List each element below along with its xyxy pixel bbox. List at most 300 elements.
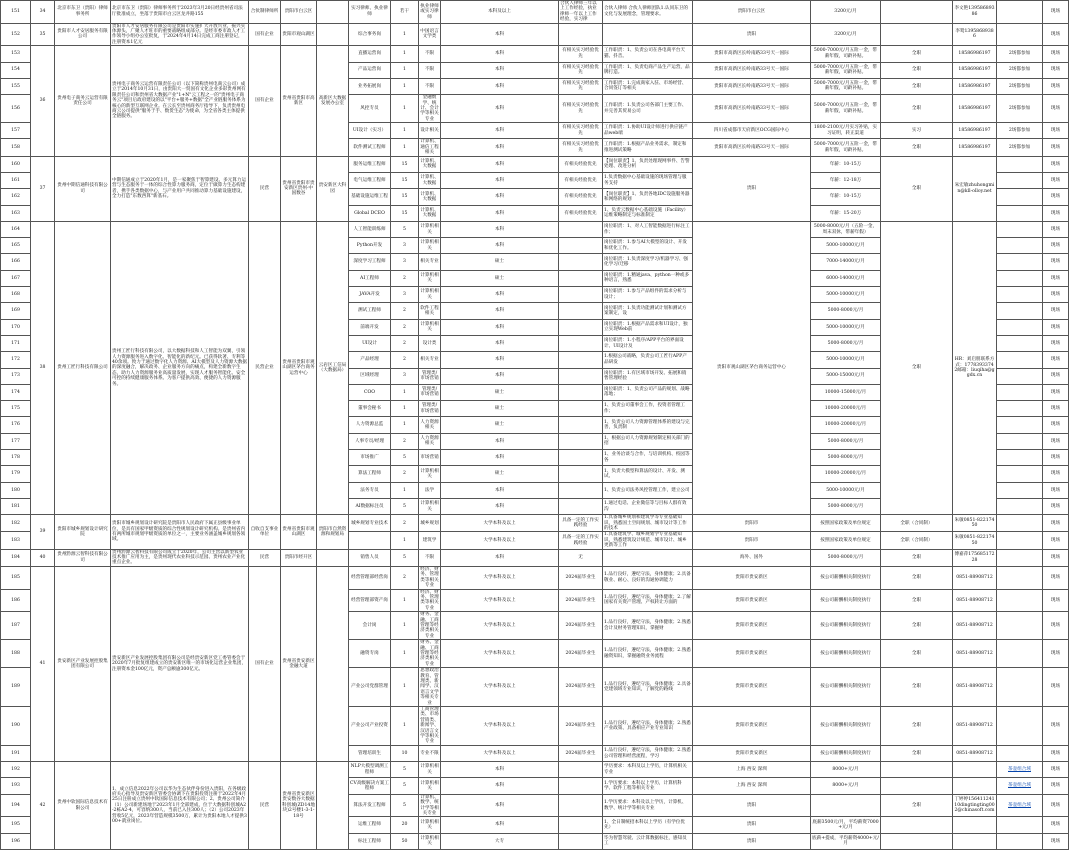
major-requirement: 计算机、大数据 [419, 156, 441, 172]
experience [559, 384, 603, 400]
company-type: 自收自支事业单位 [249, 515, 281, 549]
row-number: 188 [1, 640, 31, 668]
row-number: 184 [1, 549, 31, 566]
onsite-label: 现场 [1043, 254, 1069, 270]
work-location: 贵阳市贵安新区 [693, 612, 811, 640]
table-row [1, 549, 1080, 566]
attend-note [997, 287, 1043, 303]
headcount: 1 [391, 707, 419, 746]
salary: 5000-7000元/月五险一金，带薪年假，司龄补贴。 [811, 46, 881, 62]
job-duty: 1.品行良好，遵纪守法，身体健康；2.具备党建领域专业知识，了解党的路线 [603, 668, 693, 707]
salary: 5000-8000元/月 [811, 303, 881, 319]
salary: 1800-2100元/月实习补贴，实习证明，转正渠道 [811, 123, 881, 139]
salary: 10000-20000元/月 [811, 401, 881, 417]
contact: 0851-88908712 [953, 566, 997, 589]
education: 大学本科及以上 [441, 515, 559, 532]
company-authority [317, 23, 349, 46]
row-number: 171 [1, 335, 31, 351]
position-name: 人工智能训练师 [349, 221, 391, 237]
attend-note [997, 482, 1043, 498]
company-type: 民营 [249, 762, 281, 850]
attend-note [997, 532, 1043, 549]
major-requirement: 计算机、大数据 [419, 172, 441, 188]
row-number: 196 [1, 833, 31, 849]
salary: 5000-8000元/月（五险一金，周末双休，带薪年假） [811, 221, 881, 237]
employment-type [881, 833, 953, 849]
row-number: 166 [1, 254, 31, 270]
education: 大学本科及以上 [441, 640, 559, 668]
headcount: 1 [391, 78, 419, 94]
education: 本科 [441, 498, 559, 514]
position-name: NLP大模型调测工程师 [349, 762, 391, 778]
row-number: 158 [1, 139, 31, 156]
headcount: 1 [391, 640, 419, 668]
employment-type: 全职 [881, 745, 953, 761]
row-number: 164 [1, 221, 31, 237]
attend-note [997, 466, 1043, 482]
row-number: 194 [1, 794, 31, 817]
attend-note [997, 319, 1043, 335]
onsite-label: 现场 [1043, 778, 1069, 794]
salary: 5000-8000元/月 [811, 433, 881, 449]
attend-note [997, 335, 1043, 351]
onsite-label: 现场 [1043, 172, 1069, 188]
salary: 8000+元/月 [811, 762, 881, 778]
employment-type: 全职 [881, 62, 953, 78]
company-location: 贵州省贵阳市贵安新区贵州·中国数谷 [281, 156, 317, 221]
position-name: 服务运维工程师 [349, 156, 391, 172]
onsite-label: 现场 [1043, 156, 1069, 172]
company-number: 36 [31, 46, 55, 156]
headcount: 1 [391, 23, 419, 46]
row-number: 183 [1, 532, 31, 549]
salary [811, 794, 881, 817]
company-authority [317, 566, 349, 761]
contact [953, 778, 997, 794]
company-authority [317, 1, 349, 24]
company-number: 38 [31, 221, 55, 514]
contact: 18586986197 [953, 139, 997, 156]
company-name: 贵阳市城乡规划设计研究院 [55, 515, 111, 549]
position-name: Global DCEO [349, 205, 391, 221]
row-number: 182 [1, 515, 31, 532]
onsite-label: 现场 [1043, 1, 1069, 24]
job-duty: 工作职责：1.负责公司各部门主要工作、并完善其贸易公司 [603, 95, 693, 123]
headcount: 15 [391, 189, 419, 205]
attend-note [997, 23, 1043, 46]
position-name: 综合事务岗 [349, 23, 391, 46]
salary: 按公司薪酬相关制度执行 [811, 566, 881, 589]
row-number: 175 [1, 401, 31, 417]
headcount: 1 [391, 401, 419, 417]
position-name: 人力资源总监 [349, 417, 391, 433]
salary: 年薪：10-15万 [811, 189, 881, 205]
row-number: 174 [1, 384, 31, 400]
position-name: 标注工程师 [349, 833, 391, 849]
row-number: 173 [1, 368, 31, 384]
table-row [1, 156, 1080, 172]
row-number: 161 [1, 172, 31, 188]
employment-type: 全职 [881, 668, 953, 707]
position-name: 实习律师、执业律师 [349, 1, 391, 24]
headcount: 1 [391, 417, 419, 433]
position-name: 算法开发工程师 [349, 794, 391, 817]
job-duty: 岗位职责：1.负责功能测试计划和测试方案制定，设 [603, 303, 693, 319]
position-name: UI设计（实习） [349, 123, 391, 139]
salary: 5000-8000元/月 [811, 549, 881, 566]
experience: 2024届毕业生 [559, 589, 603, 612]
headcount: 5 [391, 549, 419, 566]
company-number: 34 [31, 1, 55, 24]
job-duty: 1.根据公司战略，负责公司工匠行APP产品研发 [603, 352, 693, 368]
work-location: 贵阳市白云区 [693, 1, 811, 24]
position-name: 区域经理 [349, 368, 391, 384]
experience [559, 417, 603, 433]
onsite-label: 现场 [1043, 515, 1069, 532]
company-name: 贵阳市人才安居服务有限公司 [55, 23, 111, 46]
headcount: 5 [391, 450, 419, 466]
salary: 底薪+提成，平均薪资4000+元/月 [811, 833, 881, 849]
work-location: 贵阳市贵安新区 [693, 566, 811, 589]
position-name: 深度学习工程师 [349, 254, 391, 270]
experience: 有相关经验优先 [559, 172, 603, 188]
onsite-label: 现场 [1043, 482, 1069, 498]
company-intro: 1、成立信息2022年公司以华为生态伙伴身份进入贵阳，在各级政府关心指导及贵安新区管委会协调下在贵阳投资注册于2022年4月25日注册成立贵州中软国际信息技术有限公司；2、贵州公司简介（1）公司新建场地于2023年1月全部建成，位于大数据科创城A2-2栋A2-4，可容纳300人，当前已入住300人；（2）公司2023年营收5亿元，2023年营造规模3500万，累计为贵阳本地人才提供300+就业岗位。 [111, 762, 249, 850]
onsite-label: 现场 [1043, 238, 1069, 254]
contact: 0851-88908712 [953, 589, 997, 612]
contact [953, 817, 997, 833]
headcount: 5 [391, 221, 419, 237]
education: 本科 [441, 221, 559, 237]
job-duty: 岗位职责：1、负责公司产品的规划、战略落地； [603, 384, 693, 400]
company-intro: 贵州工匠行科技有限公司，以大数据科技和人工智能为双翼，引领人力资源服务进入数字化、智能化的新纪元。已获得软著、专利等40余项。致力于通过数字化人力资源、AI大模型及人力资源大数据的深度融合，解决政务、企业服务方向的痛点，构建全新数字生态，助力人力资源服务业高质量发展，实现人才服务智能化、安全可控的持续健康服务体系。为客户提供高效、便捷的人力资源服务。 [111, 221, 249, 514]
headcount: 2 [391, 515, 419, 532]
headcount: 5 [391, 762, 419, 778]
headcount: 10 [391, 745, 419, 761]
company-number: 41 [31, 566, 55, 761]
onsite-label: 现场 [1043, 589, 1069, 612]
detail-link[interactable]: 茶壶组合域 [1008, 767, 1031, 772]
salary: 10000-20000元/月 [811, 417, 881, 433]
row-number: 151 [1, 1, 31, 24]
row-number: 181 [1, 498, 31, 514]
experience: 有相关实习经验优先 [559, 139, 603, 156]
row-number: 192 [1, 762, 31, 778]
major-requirement: 经济、财务、管理类等相关专业 [419, 589, 441, 612]
education: 大学本科及以上 [441, 589, 559, 612]
employment-type: 全职 [881, 78, 953, 94]
job-duty: 岗位职责：1.负责深度学习/机器学习、强化学习/迁移 [603, 254, 693, 270]
education: 大学本科及以上 [441, 612, 559, 640]
employment-type: 全职 [881, 46, 953, 62]
education: 本科 [441, 23, 559, 46]
row-number: 193 [1, 778, 31, 794]
job-duty: 1.通过电话、企业微信等与目标人群有效沟 [603, 498, 693, 514]
education: 本科 [441, 139, 559, 156]
work-location: 上海 西安 深圳 [693, 778, 811, 794]
job-duty: 1、负责大模型和算法的设计、开发、测试、 [603, 466, 693, 482]
row-number: 179 [1, 466, 31, 482]
position-name: COO [349, 384, 391, 400]
education: 本科 [441, 368, 559, 384]
attend-note [997, 707, 1043, 746]
job-duty: 岗位职责：1.参与AI大模型的设计、开发和优化工作。 [603, 238, 693, 254]
major-requirement: 执业律师或实习律师 [419, 1, 441, 24]
onsite-label: 现场 [1043, 205, 1069, 221]
onsite-label: 现场 [1043, 123, 1069, 139]
onsite-label: 现场 [1043, 270, 1069, 286]
major-requirement: 计算机相关 [419, 817, 441, 833]
work-location: 贵阳市 [693, 515, 811, 532]
table-row [1, 23, 1080, 46]
major-requirement: 建筑学 [419, 532, 441, 549]
salary: 按公司薪酬相关制度执行 [811, 668, 881, 707]
employment-type: 全职 [881, 221, 953, 514]
major-requirement: 计算机、大数据 [419, 205, 441, 221]
major-requirement: 计算机相关 [419, 287, 441, 303]
job-duty: 1、业务洽谈与合作，与培训机构、校园等各 [603, 450, 693, 466]
experience [559, 238, 603, 254]
experience [559, 401, 603, 417]
company-name: 北京市东卫（贵阳）律师事务所 [55, 1, 111, 24]
attend-note [997, 254, 1043, 270]
headcount: 1 [391, 62, 419, 78]
employment-type: 实习 [881, 123, 953, 139]
headcount: 5 [391, 794, 419, 817]
attend-note [997, 401, 1043, 417]
experience: 无 [559, 549, 603, 566]
attend-note [997, 433, 1043, 449]
salary: 按公司薪酬相关制度执行 [811, 589, 881, 612]
position-name: 运维工程师 [349, 817, 391, 833]
education: 本科 [441, 205, 559, 221]
salary: 按照国家政策及单位规定 [811, 532, 881, 549]
major-requirement: 计算机、通信工程相关 [419, 139, 441, 156]
experience: 有相关经验优先 [559, 189, 603, 205]
salary: 6000-14000元/月 [811, 270, 881, 286]
salary: 5000-7000元/月五险一金，带薪年假，司龄补贴。 [811, 139, 881, 156]
major-requirement: 计算机相关 [419, 270, 441, 286]
company-authority: 云岩区工信局（大数据局） [317, 221, 349, 514]
work-location: 贵阳 [693, 794, 811, 817]
row-number: 189 [1, 668, 31, 707]
education: 本科 [441, 817, 559, 833]
salary: 按照国家政策及单位规定 [811, 515, 881, 532]
contact [953, 833, 997, 849]
employment-type: 全职 [881, 95, 953, 123]
company-type: 民营 [249, 156, 281, 221]
job-duty: 工作职责：1.根据产品业务需求，制定和推进测试策略 [603, 139, 693, 156]
education: 大学本科及以上 [441, 707, 559, 746]
onsite-label: 现场 [1043, 352, 1069, 368]
company-type: 民营 [249, 549, 281, 566]
row-number: 187 [1, 612, 31, 640]
headcount: 2 [391, 303, 419, 319]
contact: 朱敏0851-82217450 [953, 532, 997, 549]
employment-type: 全职 [881, 139, 953, 156]
contact: 李鸳13958689386 [953, 23, 997, 46]
experience: 合伙人律师三年以上工作经验，执业律师一年以上工作经验，实习律 [559, 1, 603, 24]
contact: 0851-88908712 [953, 707, 997, 746]
experience [559, 833, 603, 849]
experience: 2024届毕业生 [559, 640, 603, 668]
education: 本科 [441, 549, 559, 566]
detail-link[interactable]: 茶壶组合域 [1008, 783, 1031, 788]
education: 本科 [441, 156, 559, 172]
salary: 5000-10000元/月 [811, 238, 881, 254]
employment-type [881, 762, 953, 778]
row-number: 190 [1, 707, 31, 746]
job-duty: 1.负责数据中心基础设施的现场管理与服务支持 [603, 172, 693, 188]
education: 本科 [441, 287, 559, 303]
salary: 5000-10000元/月 [811, 482, 881, 498]
education: 本科 [441, 238, 559, 254]
education: 硕士 [441, 417, 559, 433]
attend-note [997, 640, 1043, 668]
job-duty: 岗位职责：1.根据产品需求和UI设计，独立实现Web前 [603, 319, 693, 335]
contact: 0851-88908712 [953, 640, 997, 668]
work-location: 贵阳市贵安新区 [693, 745, 811, 761]
salary: 年薪：12-18万 [811, 172, 881, 188]
attend-note [997, 270, 1043, 286]
education: 本科 [441, 172, 559, 188]
salary: 5000-10000元/月 [811, 287, 881, 303]
major-requirement: 计算机相关 [419, 498, 441, 514]
major-requirement: 经济、财务、管理类等相关专业 [419, 566, 441, 589]
work-location: 贵阳市高新区长岭南路33号天一国际 [693, 139, 811, 156]
onsite-label: 现场 [1043, 303, 1069, 319]
onsite-label: 现场 [1043, 640, 1069, 668]
job-duty: 学历要求：本科及以上学历，计算机相关专业 [603, 762, 693, 778]
position-name: 软件测试工程师 [349, 139, 391, 156]
position-name: 基础设施运维工程 [349, 189, 391, 205]
headcount: 1 [391, 532, 419, 549]
job-duty: 1.学历要求：本科以上学历，计算机科学、软件工程等相关专业 [603, 778, 693, 794]
major-requirement: 计算机相关 [419, 466, 441, 482]
onsite-label: 现场 [1043, 319, 1069, 335]
education: 大专 [441, 833, 559, 849]
work-location: 贵阳 [693, 23, 811, 46]
headcount: 2 [391, 433, 419, 449]
job-duty: 岗位职责：1.参与产品组件的需求分析与设计； [603, 287, 693, 303]
headcount: 1 [391, 139, 419, 156]
major-requirement: 法学 [419, 482, 441, 498]
education: 硕士 [441, 270, 559, 286]
position-name: 经营管理部资产岗 [349, 589, 391, 612]
contact: 18586986197 [953, 123, 997, 139]
position-name: 电气运维工程师 [349, 172, 391, 188]
position-name: 测试工程师 [349, 303, 391, 319]
position-name: UI设计 [349, 335, 391, 351]
row-number: 176 [1, 417, 31, 433]
employment-type [881, 23, 953, 46]
salary: 年薪：10-15万 [811, 156, 881, 172]
work-location: 贵阳市高新区长岭南路33号天一国际 [693, 78, 811, 94]
experience [559, 335, 603, 351]
employment-type: 全职 [881, 156, 953, 221]
attend-note [997, 1, 1043, 24]
contact: 18586986197 [953, 78, 997, 94]
table-row [1, 46, 1080, 62]
row-number: 167 [1, 270, 31, 286]
salary: 5000-10000元/月 [811, 319, 881, 335]
contact: 0851-88908712 [953, 612, 997, 640]
job-duty: 1、负责云数据中心基础设施（Facility）运维策略制定与标准制定 [603, 205, 693, 221]
salary: 5000-7000元/月五险一金，带薪年假，司龄补贴。 [811, 62, 881, 78]
position-name: 法务专员 [349, 482, 391, 498]
attend-note [997, 778, 1043, 794]
position-name: 董事会秘书 [349, 401, 391, 417]
onsite-label: 现场 [1043, 532, 1069, 549]
experience: 有相关实习经验优先 [559, 62, 603, 78]
position-name: 直播运营岗 [349, 46, 391, 62]
company-authority: 贵阳市自然资源和规划局 [317, 515, 349, 549]
company-type: 国有企业 [249, 46, 281, 156]
attend-note [997, 417, 1043, 433]
attend-note [997, 189, 1043, 205]
job-duty: 【岗位职责】1、负责处理现网事件、告警处理、改进分析 [603, 156, 693, 172]
experience: 有相关实习经验优先 [559, 95, 603, 123]
attend-note [997, 172, 1043, 188]
headcount: 3 [391, 287, 419, 303]
contact: 18586986197 [953, 62, 997, 78]
job-duty: 工作职责：1.完成商家入驻、市场经营、合同签订等相关 [603, 78, 693, 94]
headcount: 若干 [391, 1, 419, 24]
job-duty: 1.品行良好，遵纪守法，身体健康；2.熟悉产业政策、具备相应产业专业知识 [603, 707, 693, 746]
education: 大学本科及以上 [441, 566, 559, 589]
onsite-label: 现场 [1043, 466, 1069, 482]
onsite-label: 现场 [1043, 46, 1069, 62]
company-name: 贵州电子商务云运营有限责任公司 [55, 46, 111, 156]
row-number: 160 [1, 156, 31, 172]
job-duty: 1、负责公司董事会工作，投资者管理工作； [603, 401, 693, 417]
education: 大学本科及以上 [441, 532, 559, 549]
headcount: 15 [391, 156, 419, 172]
headcount: 1 [391, 612, 419, 640]
major-requirement: 计算机相关 [419, 221, 441, 237]
major-requirement: 计算机相关 [419, 762, 441, 778]
work-location: 贵阳 [693, 156, 811, 221]
employment-type: 全职（合同制） [881, 515, 953, 532]
position-name: 产品经理 [349, 352, 391, 368]
company-authority [317, 762, 349, 850]
contact: 朱敏0851-82217450 [953, 515, 997, 532]
experience [559, 433, 603, 449]
detail-link[interactable]: 茶壶组合域 [1008, 803, 1031, 808]
company-authority [317, 549, 349, 566]
experience [559, 450, 603, 466]
education: 本科 [441, 778, 559, 794]
major-requirement: 相关专业 [419, 352, 441, 368]
company-intro: 贵州黔源云智科技有限公司成立于2020年，公司主营以新型农业技术推广应用为主，是贵州现代农业科技示范园、贵州农业产业化重点企业。 [111, 549, 249, 566]
contact: 朱宏敏zhuhongmin@kll-olloy.net [953, 156, 997, 221]
company-authority: 高新区大数据发展办公室 [317, 46, 349, 156]
onsite-label: 现场 [1043, 817, 1069, 833]
onsite-label: 现场 [1043, 612, 1069, 640]
education: 本科 [441, 78, 559, 94]
education: 本科 [441, 335, 559, 351]
attend-note [997, 498, 1043, 514]
attend-note [997, 745, 1043, 761]
table-row [1, 566, 1080, 589]
company-intro: 贵阳市人才安居服务有限公司是贵阳市实施扩大开放兴业，振兴实体源头，广聚人才旺市的重要战略组成部分。是经市委市政人才工作领导小组办公室批复，于2024年4月14日完成工商注册登记，注册资本1亿元 [111, 23, 249, 46]
row-number: 180 [1, 482, 31, 498]
job-duty: 1.品行良好，遵纪守法，身体健康；2.具备敬业、耐心、良好的沟通协调能力 [603, 566, 693, 589]
company-location: 贵州省贵安新区贵安数谷大数据科创城(ZD14地块)2号楼1-3-1-18号 [281, 762, 317, 850]
row-number: 156 [1, 95, 31, 123]
attend-note [997, 515, 1043, 532]
education: 本科 [441, 62, 559, 78]
